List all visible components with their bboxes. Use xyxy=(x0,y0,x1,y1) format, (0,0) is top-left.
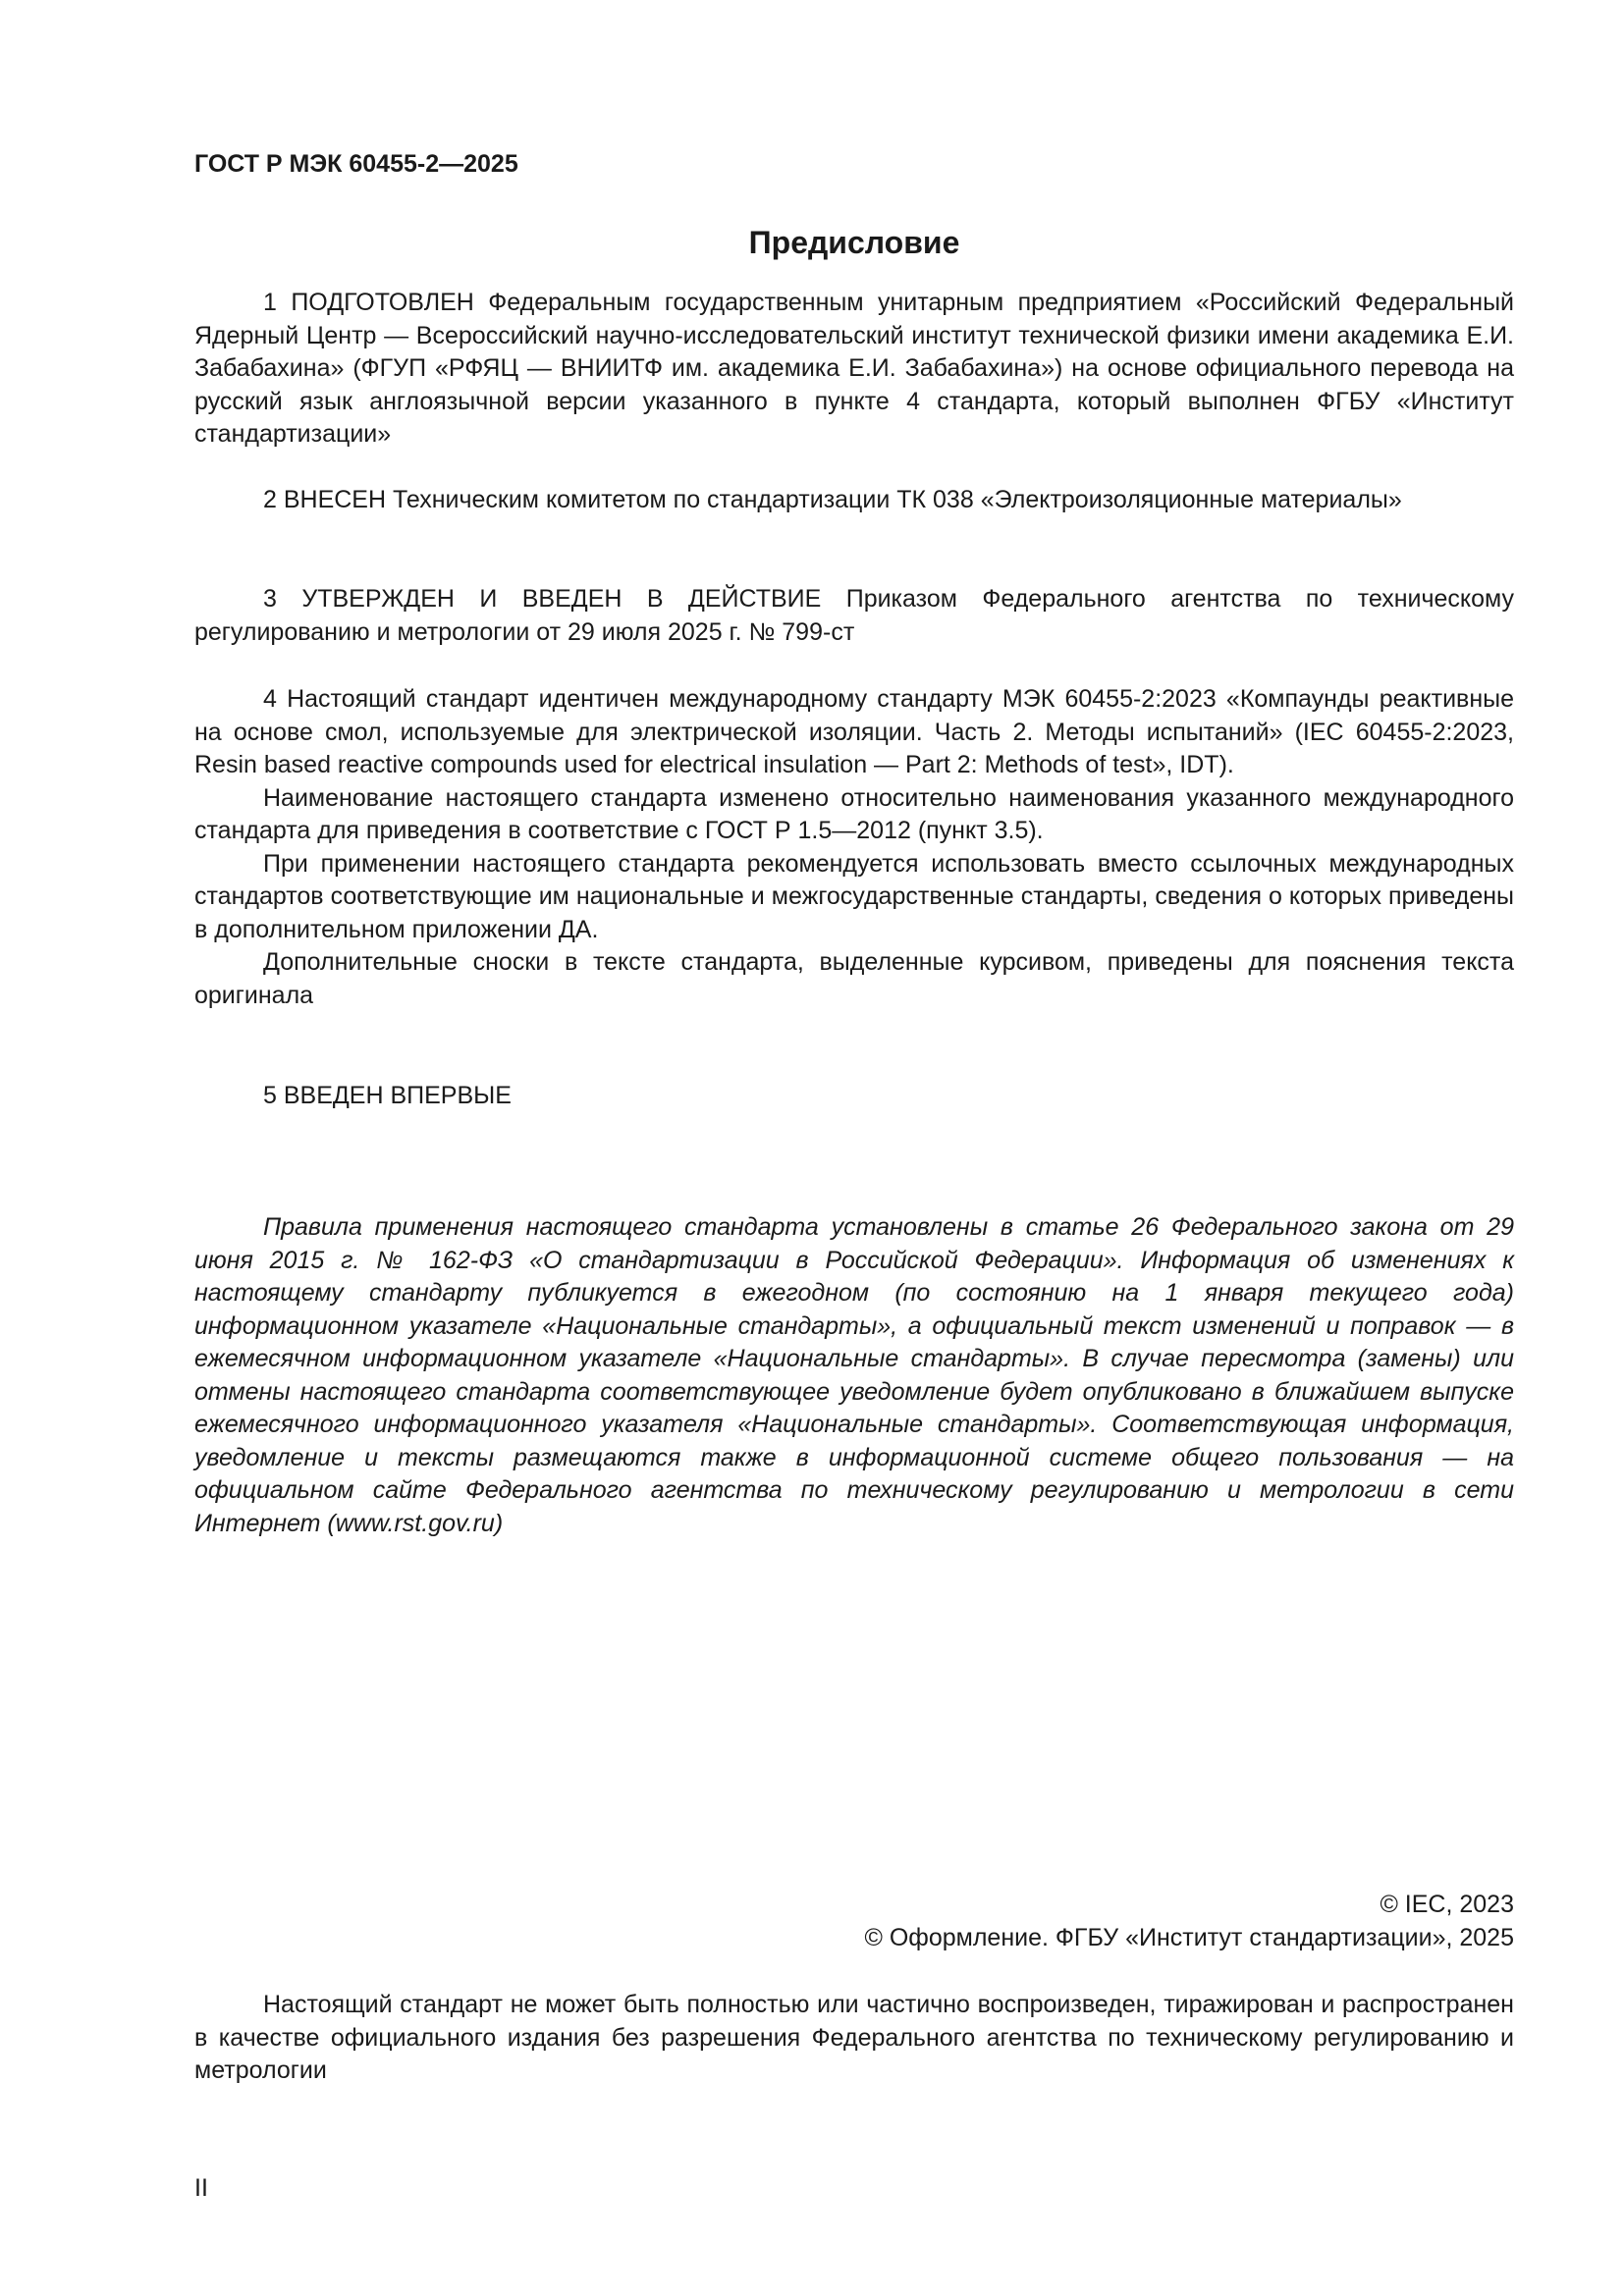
rules-notice xyxy=(194,1211,1514,1540)
item-1 xyxy=(194,287,1514,452)
item-3 xyxy=(194,583,1514,649)
item-1-text: 1 ПОДГОТОВЛЕН Федеральным государственным унитарным предприятием «Российский Федеральный Ядерный Центр — Всероссийский научно-исследовательский институт технической физики имени академика Е.И. Забабахина» (ФГУП «РФЯЦ — ВНИИТФ им. академика Е.И. Забабахина») на основе официального перевода на русский язык англоязычной версии указанного в пункте 4 стандарта, который выполнен ФГБУ «Институт стандартизации» xyxy=(194,289,1514,448)
page-number: II xyxy=(194,2174,208,2202)
item-2 xyxy=(194,484,1514,517)
item-4-text: 4 Настоящий стандарт идентичен международному стандарту МЭК 60455-2:2023 «Компаунды реактивные на основе смол, используемые для электрической изоляции. Часть 2. Методы испытаний» (IEC 60455-2:2023, Resin based reactive compounds used for electrical insulation — Part 2: Methods of test», IDT). xyxy=(194,685,1514,778)
item-4-references-note: При применении настоящего стандарта рекомендуется использовать вместо ссылочных международных стандартов соответствующие им национальные и межгосударственные стандарты, сведения о которых приведены в дополнительном приложении ДА. xyxy=(194,849,1514,943)
reproduction-notice-text: Настоящий стандарт не может быть полностью или частично воспроизведен, тиражирован и распространен в качестве официального издания без разрешения Федерального агентства по техническому регулированию и метрологии xyxy=(194,1991,1514,2084)
document-code: ГОСТ Р МЭК 60455-2—2025 xyxy=(194,150,518,178)
item-2-text: 2 ВНЕСЕН Техническим комитетом по стандартизации ТК 038 «Электроизоляционные материалы» xyxy=(263,486,1402,513)
item-5 xyxy=(194,1080,1514,1113)
copyright-iec: © IEC, 2023 xyxy=(1380,1891,1514,1918)
item-4-title-note: Наименование настоящего стандарта изменено относительно наименования указанного международного стандарта для приведения в соответствие с ГОСТ Р 1.5—2012 (пункт 3.5). xyxy=(194,783,1514,844)
reproduction-notice xyxy=(194,1989,1514,2088)
page-title: Предисловие xyxy=(748,225,960,260)
item-4 xyxy=(194,683,1514,1012)
item-3-text: 3 УТВЕРЖДЕН И ВВЕДЕН В ДЕЙСТВИЕ Приказом Федерального агентства по техническому регулированию и метрологии от 29 июля 2025 г. № 799-ст xyxy=(194,585,1514,646)
item-4-footnotes-note: Дополнительные сноски в тексте стандарта, выделенные курсивом, приведены для пояснения текста оригинала xyxy=(194,948,1514,1009)
item-5-text: 5 ВВЕДЕН ВПЕРВЫЕ xyxy=(263,1082,512,1109)
rules-notice-text: Правила применения настоящего стандарта установлены в статье 26 Федерального закона от 29 июня 2015 г. № 162-ФЗ «О стандартизации в Российской Федерации». Информация об изменениях к настоящему стандарту публикуется в ежегодном (по состоянию на 1 января текущего года) информационном указателе «Национальные стандарты», а официальный текст изменений и поправок — в ежемесячном информационном указателе «Национальные стандарты». В случае пересмотра (замены) или отмены настоящего стандарта соответствующее уведомление будет опубликовано в ближайшем выпуске ежемесячного информационного указателя «Национальные стандарты». Соответствующая информация, уведомление и тексты размещаются также в информационной системе общего пользования — на официальном сайте Федерального агентства по техническому регулированию и метрологии в сети Интернет (www.rst.gov.ru) xyxy=(194,1213,1514,1537)
copyright-design: © Оформление. ФГБУ «Институт стандартизации», 2025 xyxy=(864,1924,1514,1951)
